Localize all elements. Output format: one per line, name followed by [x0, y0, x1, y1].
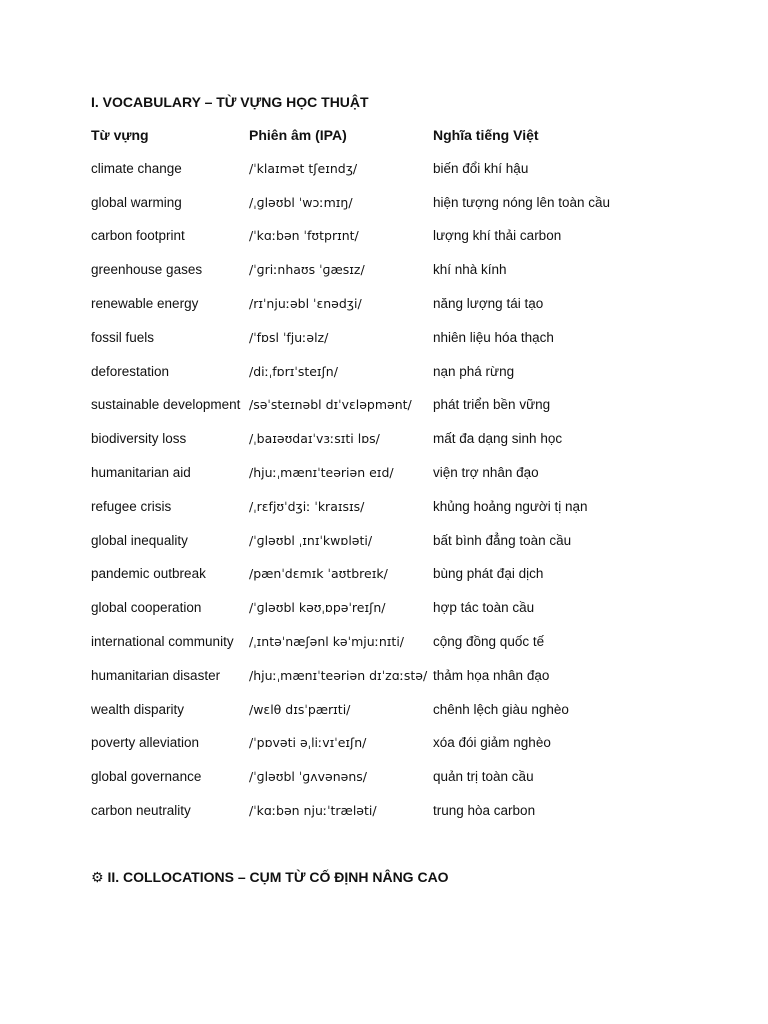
table-row: [91, 227, 691, 261]
vocab-ipa: /ˈfɒsl ˈfjuːəlz/: [249, 329, 329, 345]
table-row: [91, 498, 691, 532]
vocab-word: humanitarian disaster: [91, 667, 221, 683]
vocab-word: carbon neutrality: [91, 802, 191, 818]
vocab-meaning: quản trị toàn cầu: [433, 769, 534, 785]
table-row: [91, 396, 691, 430]
vocab-ipa: /ˈpɒvəti əˌliːvɪˈeɪʃn/: [249, 735, 367, 751]
vocab-ipa: /pænˈdɛmɪk ˈaʊtbreɪk/: [249, 566, 388, 582]
vocab-meaning: mất đa dạng sinh học: [433, 431, 563, 447]
vocab-meaning: xóa đói giảm nghèo: [433, 735, 551, 751]
header-word: Từ vựng: [91, 127, 149, 143]
vocab-word: wealth disparity: [91, 701, 185, 717]
header-meaning: Nghĩa tiếng Việt: [433, 127, 539, 143]
vocab-meaning: viện trợ nhân đạo: [433, 464, 539, 480]
vocab-word: poverty alleviation: [91, 735, 200, 751]
vocab-ipa: /hjuːˌmænɪˈteəriən eɪd/: [249, 464, 394, 480]
vocab-word: pandemic outbreak: [91, 566, 206, 582]
table-row: [91, 667, 691, 701]
table-header-row: [91, 126, 691, 160]
vocab-word: biodiversity loss: [91, 431, 187, 447]
vocab-meaning: chênh lệch giàu nghèo: [433, 701, 569, 717]
vocab-meaning: bùng phát đại dịch: [433, 566, 544, 582]
vocab-meaning: trung hòa carbon: [433, 802, 536, 818]
table-row: [91, 633, 691, 667]
section-title-collocations: ⚙ II. COLLOCATIONS – CỤM TỪ CỐ ĐỊNH NÂNG CAO: [91, 869, 449, 885]
vocab-ipa: /səˈsteɪnəbl dɪˈvɛləpmənt/: [249, 397, 412, 413]
vocab-meaning: năng lượng tái tạo: [433, 295, 544, 311]
vocab-ipa: /ˌɡləʊbl ˈwɔːmɪŋ/: [249, 194, 353, 210]
vocab-word: global inequality: [91, 532, 188, 548]
table-row: [91, 261, 691, 295]
vocab-word: deforestation: [91, 363, 170, 379]
vocab-ipa: /hjuːˌmænɪˈteəriən dɪˈzɑːstə/: [249, 667, 428, 683]
table-row: [91, 329, 691, 363]
table-row: [91, 295, 691, 329]
table-row: [91, 160, 691, 194]
vocab-meaning: bất bình đẳng toàn cầu: [433, 532, 572, 548]
table-row: [91, 565, 691, 599]
table-row: [91, 734, 691, 768]
vocab-word: global governance: [91, 769, 202, 785]
vocabulary-table: [91, 126, 691, 836]
vocab-word: refugee crisis: [91, 498, 172, 514]
vocab-ipa: /rɪˈnjuːəbl ˈɛnədʒi/: [249, 295, 362, 311]
table-row: [91, 430, 691, 464]
vocab-ipa: /ˈɡləʊbl ˌɪnɪˈkwɒləti/: [249, 532, 373, 548]
vocab-ipa: /ˈɡləʊbl ˈɡʌvənəns/: [249, 769, 367, 785]
vocab-meaning: thảm họa nhân đạo: [433, 667, 550, 683]
vocab-ipa: /wɛlθ dɪsˈpærɪti/: [249, 701, 351, 717]
vocab-meaning: cộng đồng quốc tế: [433, 633, 545, 649]
vocab-word: international community: [91, 633, 234, 649]
vocab-ipa: /ˈkɑːbən ˈfʊtprɪnt/: [249, 228, 359, 244]
vocab-meaning: nhiên liệu hóa thạch: [433, 329, 554, 345]
vocab-meaning: hợp tác toàn cầu: [433, 600, 535, 616]
vocab-ipa: /ˌbaɪəʊdaɪˈvɜːsɪti lɒs/: [249, 431, 380, 447]
vocab-word: fossil fuels: [91, 329, 155, 345]
table-row: [91, 464, 691, 498]
vocab-ipa: /ˈɡləʊbl kəʊˌɒpəˈreɪʃn/: [249, 600, 386, 616]
vocab-ipa: /ˈklaɪmət tʃeɪndʒ/: [249, 160, 358, 176]
vocab-meaning: hiện tượng nóng lên toàn cầu: [433, 194, 611, 210]
vocab-meaning: khí nhà kính: [433, 262, 507, 278]
vocab-meaning: phát triển bền vững: [433, 397, 551, 413]
vocab-ipa: /ˌrɛfjʊˈdʒiː ˈkraɪsɪs/: [249, 498, 365, 514]
vocab-ipa: /ˈɡriːnhaʊs ˈɡæsɪz/: [249, 262, 365, 278]
vocab-word: global warming: [91, 194, 182, 210]
vocab-word: global cooperation: [91, 600, 202, 616]
table-body: [91, 160, 691, 836]
header-ipa: Phiên âm (IPA): [249, 127, 347, 143]
vocab-word: greenhouse gases: [91, 262, 203, 278]
vocab-meaning: biến đổi khí hậu: [433, 160, 529, 176]
vocab-word: renewable energy: [91, 295, 199, 311]
vocab-meaning: nạn phá rừng: [433, 363, 515, 379]
vocab-word: climate change: [91, 160, 182, 176]
section-title-vocabulary: I. VOCABULARY – TỪ VỰNG HỌC THUẬT: [91, 94, 369, 110]
table-row: [91, 701, 691, 735]
table-row: [91, 599, 691, 633]
vocab-ipa: /diːˌfɒrɪˈsteɪʃn/: [249, 363, 338, 379]
vocab-ipa: /ˌɪntəˈnæʃənl kəˈmjuːnɪti/: [249, 633, 404, 649]
table-row: [91, 768, 691, 802]
vocab-word: humanitarian aid: [91, 464, 191, 480]
vocab-word: carbon footprint: [91, 228, 185, 244]
table-row: [91, 194, 691, 228]
table-row: [91, 532, 691, 566]
table-row: [91, 363, 691, 397]
table-row: [91, 802, 691, 836]
vocab-word: sustainable development: [91, 397, 241, 413]
vocab-ipa: /ˈkɑːbən njuːˈtræləti/: [249, 802, 377, 818]
vocab-meaning: lượng khí thải carbon: [433, 228, 562, 244]
vocab-meaning: khủng hoảng người tị nạn: [433, 498, 588, 514]
